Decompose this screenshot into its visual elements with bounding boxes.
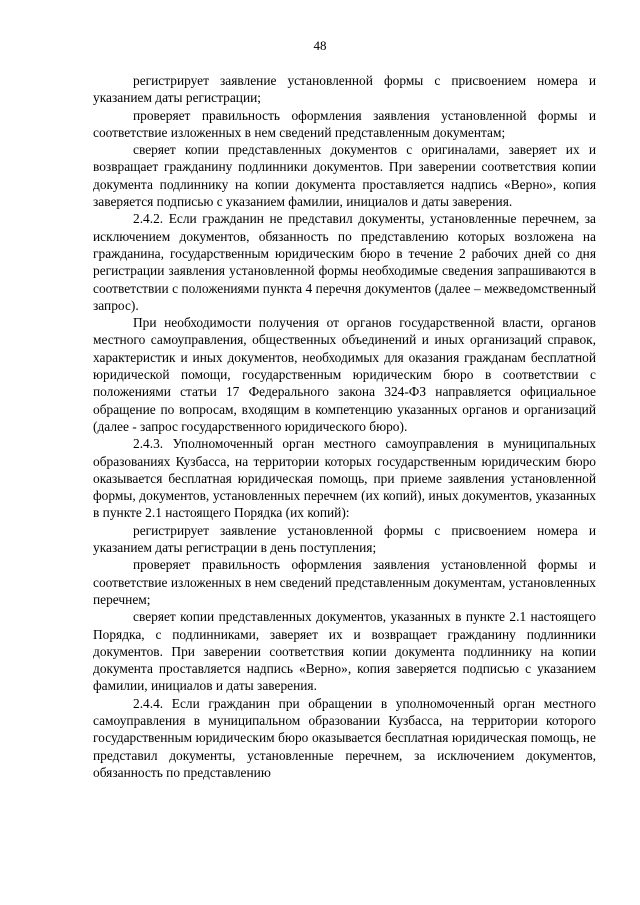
- paragraph-clause-2-4-2: 2.4.2. Если гражданин не представил документы, установленные перечнем, за исключением документов, обязанность по представлению которых возложена на гражданина, государственным юридическим бюро в течение 2 рабочих дней со дня регистрации заявления установленной формы необходимые сведения запрашиваются в соответствии с положениями пункта 4 перечня документов (далее – межведомственный запрос).: [93, 211, 596, 313]
- paragraph-verify-copies-originals: сверяет копии представленных документов, указанных в пункте 2.1 настоящего Порядка, с подлинниками, заверяет их и возвращает гражданину подлинники документов. При заверении соответствия копии документа подлиннику на копии документа проставляется надпись «Верно», копия заверяется подписью с указанием фамилии, инициалов и даты заверения.: [93, 609, 596, 694]
- page-number: 48: [313, 38, 327, 53]
- paragraph-clause-2-4-4: 2.4.4. Если гражданин при обращении в уполномоченный орган местного самоуправления в муниципальном образовании Кузбасса, на территории которого государственным юридическим бюро оказывается бесплатная юридическая помощь, не представил документы, установленные перечнем, за исключением документов, обязанность по представлению: [93, 695, 596, 780]
- paragraph-register-application: регистрирует заявление установленной формы с присвоением номера и указанием даты регистрации;: [93, 73, 596, 106]
- paragraph-verify-copies: сверяет копии представленных документов с оригиналами, заверяет их и возвращает гражданину подлинники документов. При заверении соответствия копии документа подлиннику на копии документа проставляется надпись «Верно», копия заверяется подписью с указанием фамилии, инициалов и даты заверения.: [93, 142, 596, 210]
- paragraph-official-request: При необходимости получения от органов государственной власти, органов местного самоуправления, общественных объединений и иных организаций справок, характеристик и иных документов, необходимых для оказания гражданам бесплатной юридической помощи, государственным юридическим бюро в соответствии с положениями статьи 17 Федерального закона 324-ФЗ направляется официальное обращение по вопросам, входящим в компетенцию указанных органов и организаций (далее - запрос государственного юридического бюро).: [93, 315, 596, 434]
- paragraph-clause-2-4-3: 2.4.3. Уполномоченный орган местного самоуправления в муниципальных образованиях Кузбасса, на территории которых государственным юридическим бюро оказывается бесплатная юридическая помощь, при приеме заявления установленной формы, документов, установленных перечнем (их копий), иных документов, указанных в пункте 2.1 настоящего Порядка (их копий):: [93, 436, 596, 521]
- paragraph-register-application-same-day: регистрирует заявление установленной формы с присвоением номера и указанием даты регистрации в день поступления;: [93, 522, 596, 556]
- paragraph-check-application-list: проверяет правильность оформления заявления установленной формы и соответствие изложенных в нем сведений представленным документам, установленных перечнем;: [93, 557, 596, 607]
- paragraph-check-application: проверяет правильность оформления заявления установленной формы и соответствие изложенных в нем сведений представленным документам;: [93, 107, 596, 140]
- document-body: [93, 72, 596, 781]
